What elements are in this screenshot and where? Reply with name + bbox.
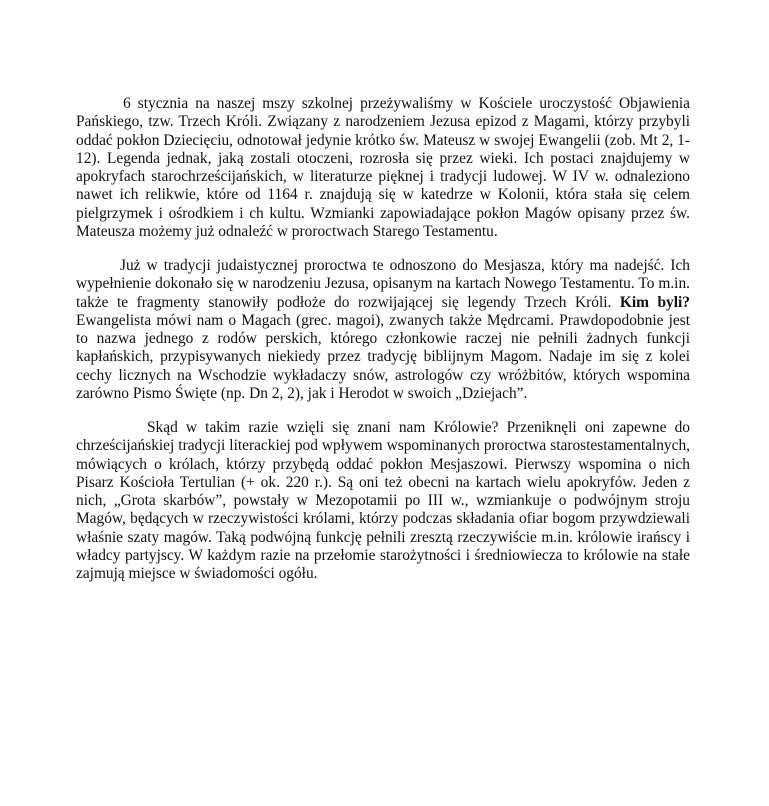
paragraph-3-text: Skąd w takim razie wzięli się znani nam Królowie? Przeniknęli oni zapewne do chrześcijańskiej tradycji literackiej pod wpływem wspominanych proroctwa starostestamentalnych, mówiących o królach, którzy przybędą oddać pokłon Mesjaszowi. Pierwszy wspomina o nich Pisarz Kościoła Tertulian (+ ok. 220 r.). Są oni też obecni na kartach wielu apokryfów. Jeden z nich, „Grota skarbów”, powstały w Mezopotamii po III w., wzmiankuje o podwójnym stroju Magów, będących w rzeczywistości królami, którzy podczas składania ofiar bogom przywdziewali właśnie szaty magów. Taką podwójną funkcję pełnili zresztą rzeczywiście m.in. królowie irańscy i władcy partyjscy. W każdym razie na przełomie starożytności i średniowiecza to królowie na stałe zajmują miejsce w świadomości ogółu. xyxy=(76,419,690,583)
paragraph-2-text xyxy=(76,257,690,403)
paragraph-2-bold-question: Kim byli? xyxy=(619,293,690,311)
paragraph-1-text: 6 stycznia na naszej mszy szkolnej przeżywaliśmy w Kościele uroczystość Objawienia Pańskiego, tzw. Trzech Króli. Związany z narodzeniem Jezusa epizod z Magami, którzy przybyli oddać pokłon Dziecięciu, odnotował jedynie krótko św. Mateusz w swojej Ewangelii (zob. Mt 2, 1-12). Legenda jednak, jaką zostali otoczeni, rozrosła się przez wieki. Ich postaci znajdujemy w apokryfach starochrześcijańskich, w literaturze pięknej i tradycji ludowej. W IV w. odnaleziono nawet ich relikwie, które od 1164 r. znajdują się w katedrze w Kolonii, która stała się celem pielgrzymek i ośrodkiem i ch kultu. Wzmianki zapowiadające pokłon Magów opisany przez św. Mateusza możemy już odnaleźć w proroctwach Starego Testamentu. xyxy=(76,95,690,241)
paragraph-2-text-before: Już w tradycji judaistycznej proroctwa te odnoszono do Mesjasza, który ma nadejść. Ich wypełnienie dokonało się w narodzeniu Jezusa, opisanym na kartach Nowego Testamentu. To m.in. także te fragmenty stanowiły podłoże do rozwijającej się legendy Trzech Króli. xyxy=(76,257,690,311)
paragraph-1 xyxy=(76,95,690,241)
paragraph-3 xyxy=(76,419,690,584)
paragraph-2-text-after: Ewangelista mówi nam o Magach (grec. magoi), zwanych także Mędrcami. Prawdopodobnie jest to nazwa jednego z rodów perskich, którego członkowie raczej nie pełnili żadnych funkcji kapłańskich, przypisywanych niekiedy przez tradycję biblijnym Magom. Nadaje im się z kolei cechy licznych na Wschodzie wykładaczy snów, astrologów czy wróżbitów, których wspomina zarówno Pismo Święte (np. Dn 2, 2), jak i Herodot w swoich „Dziejach”. xyxy=(76,311,690,403)
paragraph-2 xyxy=(76,257,690,403)
